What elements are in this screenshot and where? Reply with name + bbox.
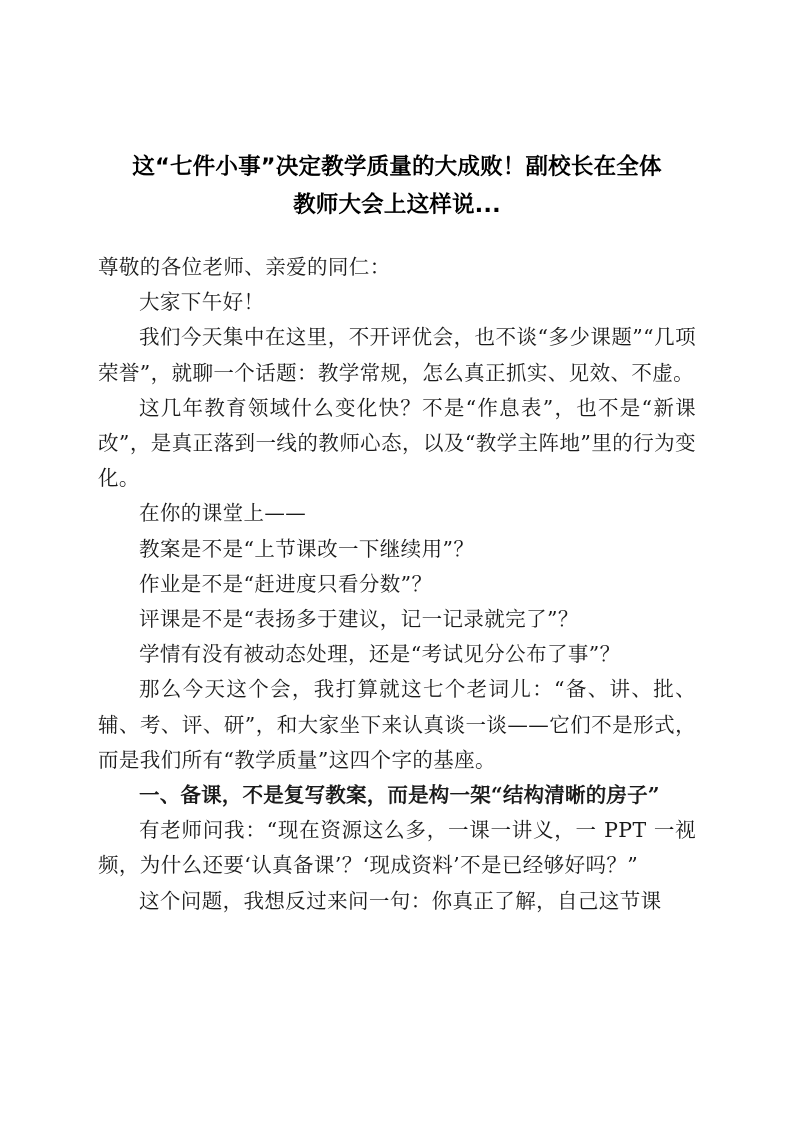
paragraph-teacher-question: 有老师问我：“现在资源这么多，一课一讲义，一 PPT 一视频，为什么还要‘认真备课’？‘现成资料’不是已经够好吗？” — [98, 818, 696, 878]
document-body — [98, 250, 696, 919]
paragraph-question-homework: 作业是不是“赶进度只看分数”？ — [139, 571, 433, 596]
paragraph-salutation: 尊敬的各位老师、亲爱的同仁： — [98, 255, 391, 279]
document-title-line-1: 这“七件小事”决定教学质量的大成败！副校长在全体 — [132, 154, 662, 180]
paragraph-greeting: 大家下午好！ — [139, 290, 265, 315]
document-title — [98, 148, 696, 224]
paragraph-question-student-status: 学情有没有被动态处理，还是“考试见分公布了事”？ — [139, 642, 621, 667]
heading-section-one: 一、备课，不是复写教案，而是构一架“结构清晰的房子” — [139, 783, 660, 808]
document-content — [98, 148, 696, 919]
paragraph-counter-question: 这个问题，我想反过来问一句：你真正了解，自己这节课 — [139, 888, 662, 913]
paragraph-change: 这几年教育领域什么变化快？不是“作息表”，也不是“新课改”，是真正落到一线的教师心态，以及“教学主阵地”里的行为变化。 — [98, 395, 696, 491]
paragraph-seven-words: 那么今天这个会，我打算就这七个老词儿：“备、讲、批、辅、考、评、研”，和大家坐下来认真谈一谈——它们不是形式，而是我们所有“教学质量”这四个字的基座。 — [98, 677, 696, 772]
paragraph-question-review: 评课是不是“表扬多于建议，记一记录就完了”？ — [139, 607, 579, 632]
paragraph-classroom-lead: 在你的课堂上—— — [139, 501, 307, 526]
paragraph-question-lesson-plan: 教案是不是“上节课改一下继续用”？ — [139, 536, 475, 561]
document-title-line-2: 教师大会上这样说... — [293, 192, 501, 218]
paragraph-topic: 我们今天集中在这里，不开评优会，也不谈“多少课题”“几项荣誉”，就聊一个话题：教学常规，怎么真正抓实、见效、不虚。 — [98, 325, 696, 385]
